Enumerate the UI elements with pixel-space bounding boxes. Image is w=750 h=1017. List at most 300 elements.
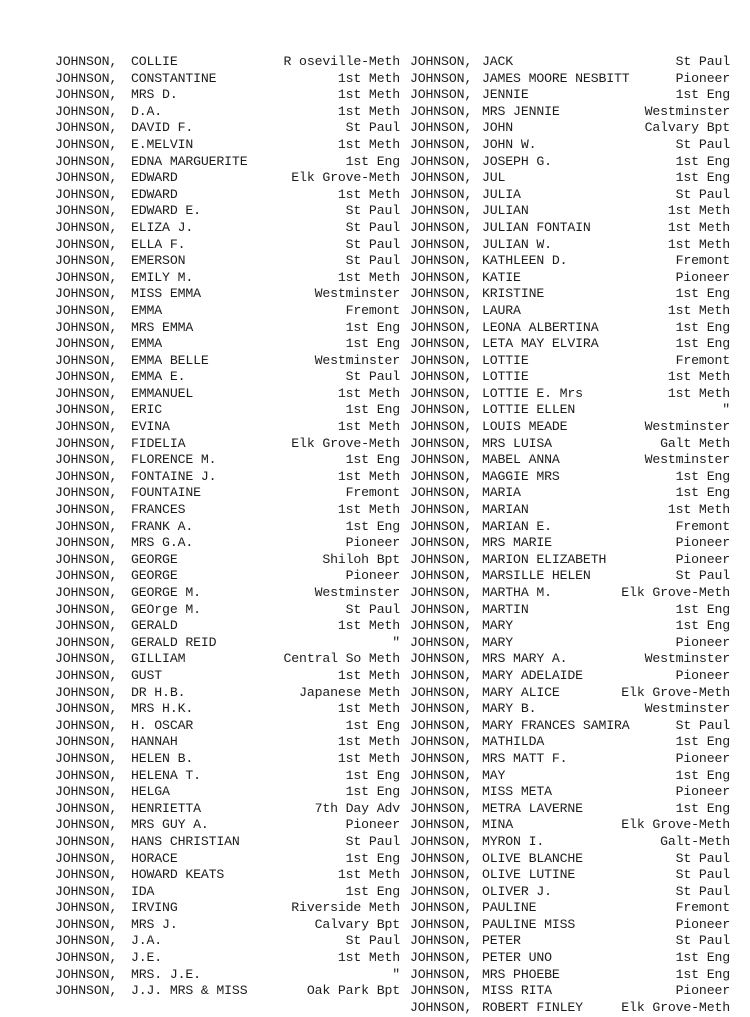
entry-given-name: FRANK A. [131, 518, 194, 534]
directory-entry [55, 834, 400, 851]
directory-entry [55, 784, 400, 801]
entry-given-name: EDWARD [131, 170, 178, 186]
entry-church: Pioneer [675, 269, 730, 285]
entry-given-name: FONTAINE J. [131, 468, 217, 484]
entry-given-name: MRS JENNIE [482, 103, 560, 119]
entry-surname: JOHNSON, [55, 502, 118, 518]
directory-entry [410, 452, 730, 469]
entry-given-name: LOTTIE ELLEN [482, 402, 576, 418]
entry-church: St Paul [675, 850, 730, 866]
entry-given-name: GEORGE [131, 568, 178, 584]
entry-given-name: JULIAN FONTAIN [482, 219, 591, 235]
directory-entry [55, 120, 400, 137]
entry-given-name: MABEL ANNA [482, 452, 560, 468]
entry-surname: JOHNSON, [410, 336, 473, 352]
directory-entry [410, 87, 730, 104]
entry-given-name: MRS PHOEBE [482, 966, 560, 982]
directory-entry [55, 701, 400, 718]
entry-surname: JOHNSON, [410, 186, 473, 202]
entry-given-name: JACK [482, 54, 514, 69]
entry-church: St Paul [675, 867, 730, 883]
entry-church: Westminster [314, 585, 400, 600]
entry-surname: JOHNSON, [55, 203, 118, 219]
entry-church: St Paul [345, 601, 400, 617]
entry-surname: JOHNSON, [410, 833, 473, 849]
directory-entry [410, 502, 730, 519]
entry-church: Pioneer [345, 535, 400, 551]
entry-church: Japanese Meth [299, 684, 400, 700]
entry-given-name: ELLA F. [131, 236, 186, 252]
directory-entry [55, 535, 400, 552]
entry-surname: JOHNSON, [410, 435, 473, 451]
entry-given-name: MINA [482, 817, 514, 833]
directory-entry [55, 104, 400, 121]
entry-church: " [722, 402, 730, 418]
directory-entry [55, 602, 400, 619]
directory-entry [55, 734, 400, 751]
entry-surname: JOHNSON, [410, 701, 473, 717]
entry-surname: JOHNSON, [410, 502, 473, 518]
directory-entry [410, 851, 730, 868]
entry-church: Pioneer [675, 634, 730, 650]
entry-church: Fremont [345, 485, 400, 501]
entry-given-name: MRS EMMA [131, 319, 194, 335]
directory-entry [410, 701, 730, 718]
entry-church: Fremont [675, 352, 730, 368]
entry-given-name: GEOrge M. [131, 601, 201, 617]
entry-surname: JOHNSON, [410, 269, 473, 285]
entry-given-name: HANNAH [131, 734, 178, 750]
entry-surname: JOHNSON, [55, 784, 118, 800]
entry-given-name: MARIA [482, 485, 521, 501]
entry-given-name: OLIVE LUTINE [482, 867, 576, 883]
entry-given-name: LAURA [482, 302, 521, 318]
entry-church: 1st Meth [667, 369, 730, 385]
entry-surname: JOHNSON, [55, 850, 118, 866]
entry-given-name: MARIAN E. [482, 518, 552, 534]
entry-given-name: JUL [482, 170, 506, 186]
entry-surname: JOHNSON, [55, 983, 118, 999]
entry-church: Calvary Bpt [644, 120, 730, 136]
entry-church: 1st Eng [675, 319, 730, 335]
directory-entry [55, 884, 400, 901]
directory-entry [410, 817, 730, 834]
entry-surname: JOHNSON, [410, 219, 473, 235]
directory-entry [410, 419, 730, 436]
entry-surname: JOHNSON, [55, 485, 118, 501]
entry-given-name: FIDELIA [131, 435, 186, 451]
entry-given-name: KATHLEEN D. [482, 253, 568, 269]
entry-church: 1st Meth [667, 502, 730, 518]
directory-entry [55, 768, 400, 785]
directory-entry [410, 651, 730, 668]
entry-given-name: GEORGE [131, 551, 178, 567]
entry-church: Westminster [314, 352, 400, 368]
entry-church: St Paul [345, 236, 400, 252]
entry-given-name: MARSILLE HELEN [482, 568, 591, 584]
entry-surname: JOHNSON, [410, 369, 473, 385]
entry-surname: JOHNSON, [410, 402, 473, 418]
entry-surname: JOHNSON, [55, 402, 118, 418]
entry-church: Shiloh Bpt [322, 551, 400, 567]
entry-surname: JOHNSON, [410, 485, 473, 501]
directory-entry [410, 917, 730, 934]
entry-given-name: MARY [482, 634, 514, 650]
directory-entry [410, 137, 730, 154]
entry-surname: JOHNSON, [410, 103, 473, 119]
entry-surname: JOHNSON, [55, 950, 118, 966]
directory-entry [410, 303, 730, 320]
entry-church: 1st Meth [667, 203, 730, 219]
entry-given-name: LEONA ALBERTINA [482, 319, 599, 335]
directory-entry [410, 203, 730, 220]
entry-given-name: MARTHA M. [482, 585, 552, 600]
entry-church: 1st Eng [345, 883, 400, 899]
directory-entry [55, 220, 400, 237]
entry-church: Fremont [675, 518, 730, 534]
entry-surname: JOHNSON, [55, 883, 118, 899]
directory-entry [410, 784, 730, 801]
entry-given-name: MRS MARIE [482, 535, 552, 551]
entry-surname: JOHNSON, [55, 120, 118, 136]
entry-surname: JOHNSON, [410, 684, 473, 700]
directory-entry [55, 137, 400, 154]
entry-given-name: EMERSON [131, 253, 186, 269]
entry-given-name: EVINA [131, 419, 170, 435]
directory-entry [410, 71, 730, 88]
directory-entry [410, 220, 730, 237]
directory-entry [410, 734, 730, 751]
entry-given-name: LOTTIE E. Mrs [482, 385, 583, 401]
entry-given-name: JULIAN [482, 203, 529, 219]
entry-church: 1st Eng [345, 784, 400, 800]
entry-given-name: EDNA MARGUERITE [131, 153, 248, 169]
entry-church: St Paul [675, 883, 730, 899]
entry-church: St Paul [345, 203, 400, 219]
entry-given-name: COLLIE [131, 54, 178, 69]
entry-church: 1st Eng [675, 87, 730, 103]
entry-church: Pioneer [345, 568, 400, 584]
entry-surname: JOHNSON, [55, 585, 118, 600]
entry-given-name: GUST [131, 667, 163, 683]
entry-church: 1st Eng [675, 734, 730, 750]
directory-entry [55, 983, 400, 1000]
entry-church: 1st Eng [675, 170, 730, 186]
directory-entry [410, 320, 730, 337]
entry-given-name: E.MELVIN [131, 136, 194, 152]
directory-entry [55, 402, 400, 419]
directory-entry [410, 950, 730, 967]
entry-given-name: D.A. [131, 103, 163, 119]
entry-surname: JOHNSON, [55, 966, 118, 982]
entry-surname: JOHNSON, [410, 352, 473, 368]
entry-given-name: EMMANUEL [131, 385, 194, 401]
entry-surname: JOHNSON, [410, 170, 473, 186]
entry-surname: JOHNSON, [410, 850, 473, 866]
directory-entry [410, 286, 730, 303]
directory-entry [410, 104, 730, 121]
entry-church: 1st Meth [667, 219, 730, 235]
entry-surname: JOHNSON, [55, 867, 118, 883]
directory-entry [55, 568, 400, 585]
directory-entry [410, 270, 730, 287]
entry-church: 1st Meth [337, 103, 400, 119]
entry-given-name: HELEN B. [131, 750, 194, 766]
entry-surname: JOHNSON, [55, 684, 118, 700]
entry-surname: JOHNSON, [410, 568, 473, 584]
entry-surname: JOHNSON, [55, 219, 118, 235]
directory-entry [410, 237, 730, 254]
entry-surname: JOHNSON, [55, 435, 118, 451]
entry-church: 1st Meth [337, 468, 400, 484]
entry-church: St Paul [675, 136, 730, 152]
directory-entry [410, 933, 730, 950]
entry-given-name: DR H.B. [131, 684, 186, 700]
entry-given-name: JENNIE [482, 87, 529, 103]
entry-given-name: MARY [482, 618, 514, 634]
entry-surname: JOHNSON, [55, 87, 118, 103]
directory-entry [55, 286, 400, 303]
entry-given-name: EDWARD [131, 186, 178, 202]
entry-surname: JOHNSON, [55, 750, 118, 766]
entry-church: 1st Eng [675, 485, 730, 501]
entry-given-name: JULIA [482, 186, 521, 202]
directory-entry [410, 402, 730, 419]
entry-church: Fremont [675, 900, 730, 916]
entry-given-name: MARIAN [482, 502, 529, 518]
entry-surname: JOHNSON, [410, 817, 473, 833]
entry-church: 1st Eng [675, 286, 730, 302]
entry-church: 1st Meth [667, 385, 730, 401]
entry-surname: JOHNSON, [410, 120, 473, 136]
entry-church: 1st Eng [675, 153, 730, 169]
directory-entry [410, 884, 730, 901]
entry-given-name: HOWARD KEATS [131, 867, 225, 883]
entry-given-name: LOUIS MEADE [482, 419, 568, 435]
directory-entry [55, 718, 400, 735]
directory-entry [410, 635, 730, 652]
entry-church: St Paul [675, 186, 730, 202]
entry-given-name: MRS GUY A. [131, 817, 209, 833]
directory-entry [410, 353, 730, 370]
directory-entry [410, 867, 730, 884]
directory-entry [55, 552, 400, 569]
entry-church: Westminster [644, 701, 730, 717]
entry-church: 1st Meth [337, 867, 400, 883]
entry-surname: JOHNSON, [55, 452, 118, 468]
entry-church: 1st Eng [345, 153, 400, 169]
entry-church: 1st Meth [337, 750, 400, 766]
entry-surname: JOHNSON, [410, 618, 473, 634]
entry-church: Pioneer [675, 983, 730, 999]
entry-surname: JOHNSON, [55, 302, 118, 318]
entry-given-name: H. OSCAR [131, 717, 194, 733]
entry-surname: JOHNSON, [55, 286, 118, 302]
directory-entry [410, 170, 730, 187]
entry-church: St Paul [345, 120, 400, 136]
entry-surname: JOHNSON, [410, 983, 473, 999]
entry-church: St Paul [675, 717, 730, 733]
directory-entry [410, 668, 730, 685]
directory-entry [55, 87, 400, 104]
entry-surname: JOHNSON, [55, 900, 118, 916]
entry-surname: JOHNSON, [410, 784, 473, 800]
entry-church: 1st Eng [675, 950, 730, 966]
entry-given-name: PAULINE MISS [482, 916, 576, 932]
entry-church: Calvary Bpt [314, 916, 400, 932]
entry-church: Westminster [644, 103, 730, 119]
entry-surname: JOHNSON, [410, 933, 473, 949]
entry-surname: JOHNSON, [55, 767, 118, 783]
entry-surname: JOHNSON, [410, 452, 473, 468]
right-column [410, 54, 730, 1016]
entry-surname: JOHNSON, [55, 535, 118, 551]
entry-given-name: EMILY M. [131, 269, 194, 285]
directory-entry [55, 303, 400, 320]
directory-entry [410, 436, 730, 453]
entry-given-name: EDWARD E. [131, 203, 201, 219]
directory-entry [55, 71, 400, 88]
entry-given-name: MARY ADELAIDE [482, 667, 583, 683]
entry-church: 1st Eng [345, 336, 400, 352]
entry-given-name: MAGGIE MRS [482, 468, 560, 484]
entry-surname: JOHNSON, [410, 883, 473, 899]
entry-church: Pioneer [675, 551, 730, 567]
entry-church: 1st Meth [337, 701, 400, 717]
directory-entry [55, 436, 400, 453]
entry-church: 1st Eng [345, 319, 400, 335]
directory-entry [55, 270, 400, 287]
directory-entry [55, 751, 400, 768]
entry-given-name: JOSEPH G. [482, 153, 552, 169]
entry-church: Elk Grove-Meth [621, 684, 730, 700]
directory-entry [410, 585, 730, 602]
entry-surname: JOHNSON, [55, 568, 118, 584]
entry-surname: JOHNSON, [55, 54, 118, 69]
entry-given-name: GEORGE M. [131, 585, 201, 600]
entry-church: St Paul [675, 54, 730, 69]
entry-surname: JOHNSON, [55, 103, 118, 119]
entry-given-name: IRVING [131, 900, 178, 916]
entry-surname: JOHNSON, [410, 419, 473, 435]
directory-entry [410, 519, 730, 536]
directory-entry [410, 983, 730, 1000]
entry-given-name: HANS CHRISTIAN [131, 833, 240, 849]
entry-surname: JOHNSON, [410, 867, 473, 883]
directory-entry [55, 967, 400, 984]
directory-entry [410, 718, 730, 735]
entry-given-name: ROBERT FINLEY [482, 999, 583, 1015]
entry-given-name: METRA LAVERNE [482, 800, 583, 816]
entry-surname: JOHNSON, [410, 236, 473, 252]
entry-surname: JOHNSON, [55, 933, 118, 949]
entry-given-name: MATHILDA [482, 734, 545, 750]
entry-surname: JOHNSON, [55, 468, 118, 484]
entry-given-name: ERIC [131, 402, 163, 418]
entry-surname: JOHNSON, [55, 186, 118, 202]
directory-entry [410, 967, 730, 984]
entry-church: Oak Park Bpt [306, 983, 400, 999]
entry-given-name: MRS G.A. [131, 535, 194, 551]
entry-church: " [392, 634, 400, 650]
entry-surname: JOHNSON, [410, 767, 473, 783]
entry-church: Pioneer [675, 916, 730, 932]
directory-entry [55, 54, 400, 71]
entry-given-name: MARTIN [482, 601, 529, 617]
entry-church: 7th Day Adv [314, 800, 400, 816]
entry-surname: JOHNSON, [55, 236, 118, 252]
entry-church: Westminster [644, 452, 730, 468]
entry-surname: JOHNSON, [55, 153, 118, 169]
entry-given-name: EMMA [131, 336, 163, 352]
entry-surname: JOHNSON, [55, 269, 118, 285]
directory-entry [410, 253, 730, 270]
directory-entry [55, 253, 400, 270]
entry-church: 1st Meth [337, 186, 400, 202]
directory-entry [55, 668, 400, 685]
entry-given-name: MARION ELIZABETH [482, 551, 607, 567]
entry-given-name: MRS LUISA [482, 435, 552, 451]
entry-surname: JOHNSON, [410, 950, 473, 966]
entry-surname: JOHNSON, [55, 618, 118, 634]
entry-given-name: LOTTIE [482, 352, 529, 368]
entry-given-name: MRS MATT F. [482, 750, 568, 766]
entry-surname: JOHNSON, [55, 634, 118, 650]
directory-entry [55, 867, 400, 884]
directory-entry [55, 170, 400, 187]
directory-entry [55, 651, 400, 668]
entry-church: Elk Grove-Meth [621, 999, 730, 1015]
directory-entry [55, 237, 400, 254]
entry-church: 1st Meth [337, 734, 400, 750]
directory-entry [55, 469, 400, 486]
entry-surname: JOHNSON, [55, 734, 118, 750]
directory-entry [410, 834, 730, 851]
directory-entry [410, 900, 730, 917]
directory-entry [55, 817, 400, 834]
entry-surname: JOHNSON, [410, 286, 473, 302]
entry-given-name: IDA [131, 883, 155, 899]
entry-church: Galt-Meth [660, 833, 730, 849]
entry-given-name: EMMA [131, 302, 163, 318]
directory-entry [55, 851, 400, 868]
entry-surname: JOHNSON, [410, 203, 473, 219]
entry-church: St Paul [345, 253, 400, 269]
entry-church: Westminster [644, 419, 730, 435]
entry-given-name: JAMES MOORE NESBITT [482, 70, 630, 86]
entry-given-name: HENRIETTA [131, 800, 201, 816]
directory-entry [55, 950, 400, 967]
entry-church: Elk Grove-Meth [621, 585, 730, 600]
entry-surname: JOHNSON, [410, 253, 473, 269]
entry-church: 1st Meth [337, 87, 400, 103]
entry-surname: JOHNSON, [410, 54, 473, 69]
directory-entry [55, 419, 400, 436]
directory-entry [410, 768, 730, 785]
directory-entry [410, 552, 730, 569]
entry-given-name: HORACE [131, 850, 178, 866]
directory-entry [55, 320, 400, 337]
entry-surname: JOHNSON, [410, 717, 473, 733]
directory-entry [55, 154, 400, 171]
entry-surname: JOHNSON, [55, 170, 118, 186]
directory-entry [55, 685, 400, 702]
directory-entry [55, 519, 400, 536]
entry-church: 1st Eng [345, 767, 400, 783]
entry-given-name: CONSTANTINE [131, 70, 217, 86]
directory-entry [410, 568, 730, 585]
entry-surname: JOHNSON, [55, 419, 118, 435]
